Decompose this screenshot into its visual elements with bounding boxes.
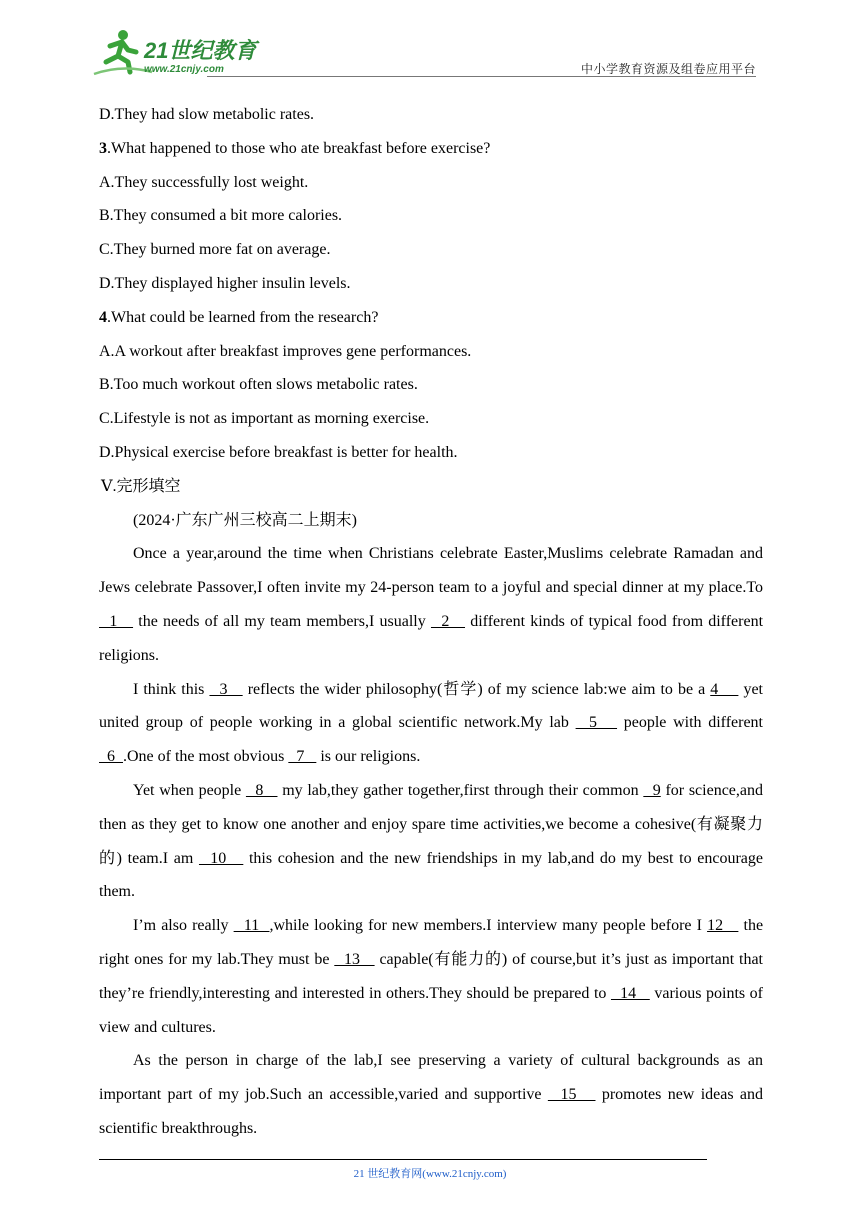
passage-text: for science,and then as they get to know one another and enjoy spare time activities,we become a cohesive(有凝聚力的) team.I am	[99, 781, 764, 867]
passage-text: .One of the most obvious	[123, 748, 289, 766]
blank-7: 7	[288, 748, 317, 766]
passage-text: various points of view and cultures.	[99, 984, 764, 1036]
runner-logo-icon	[92, 28, 262, 78]
q3-option-a: A.They successfully lost weight.	[99, 173, 309, 191]
passage-text: people with different	[617, 714, 763, 732]
blank-3: 3	[209, 680, 243, 698]
q3-option-d: D.They displayed higher insulin levels.	[99, 274, 351, 292]
footer-link[interactable]: 21 世纪教育网(www.21cnjy.com)	[353, 1168, 507, 1180]
passage-paragraph-4	[99, 909, 763, 1044]
logo-21cnjy	[92, 28, 262, 78]
passage-text: capable(有能力的) of course,but it’s just as important that they’re friendly,interesting and interested in others.They should be prepared to	[99, 950, 763, 1002]
passage-text: the needs of all my team members,I usually	[133, 612, 431, 630]
passage-text: Yet when people	[133, 781, 246, 799]
passage-paragraph-2	[99, 673, 763, 774]
blank-2: 2	[430, 612, 466, 630]
blank-1: 1	[99, 612, 134, 630]
svg-text:www.21cnjy.com: www.21cnjy.com	[144, 64, 224, 75]
blank-15: 15	[547, 1086, 596, 1104]
passage-paragraph-5	[99, 1044, 763, 1145]
q4-option-d: D.Physical exercise before breakfast is better for health.	[99, 443, 458, 461]
blank-8: 8	[245, 781, 278, 799]
blank-4: 4	[710, 680, 739, 698]
passage-paragraph-1	[99, 537, 763, 672]
blank-9: 9	[643, 781, 661, 799]
q4-stem	[99, 301, 763, 335]
blank-5: 5	[575, 714, 618, 732]
blank-6: 6	[99, 748, 123, 766]
q3-option-b: B.They consumed a bit more calories.	[99, 207, 343, 225]
q3-option-c: C.They burned more fat on average.	[99, 241, 331, 259]
passage-text: ,while looking for new members.I interview many people before I	[269, 917, 708, 935]
q4-stem-text: .What could be learned from the research?	[107, 308, 379, 326]
blank-11: 11	[233, 917, 270, 935]
blank-13: 13	[334, 950, 375, 968]
passage-text: yet united group of people working in a global scientific network.My lab	[99, 680, 763, 732]
passage-paragraph-3	[99, 774, 763, 909]
blank-10: 10	[198, 849, 244, 867]
passage-text: the right ones for my lab.They must be	[99, 917, 764, 968]
q4-option-b: B.Too much workout often slows metabolic rates.	[99, 376, 418, 394]
passage-text: Once a year,around the time when Christians celebrate Easter,Muslims celebrate Ramadan and Jews celebrate Passover,I often invite my 24-person team to a joyful and special dinner at my place.To	[99, 545, 763, 597]
passage-text: reflects the wider philosophy(哲学) of my science lab:we aim to be a	[242, 680, 711, 698]
q3-number: 3	[99, 139, 107, 157]
svg-text:21世纪教育: 21世纪教育	[144, 38, 257, 63]
q2-option-d: D.They had slow metabolic rates.	[99, 106, 315, 123]
q3-stem	[99, 132, 763, 166]
q3-stem-text: .What happened to those who ate breakfast before exercise?	[107, 139, 491, 157]
passage-text: my lab,they gather together,first through their common	[277, 781, 644, 799]
blank-12: 12	[707, 917, 739, 935]
blank-14: 14	[610, 984, 650, 1002]
passage-text: promotes new ideas and scientific breakthroughs.	[99, 1086, 763, 1137]
q4-number: 4	[99, 308, 107, 326]
section-source: (2024·广东广州三校高二上期末)	[133, 511, 357, 529]
page-header	[92, 28, 756, 80]
page-content	[99, 98, 763, 1146]
q4-option-c: C.Lifestyle is not as important as morning exercise.	[99, 410, 430, 428]
passage-text: is our religions.	[316, 748, 421, 766]
passage-text: I think this	[133, 680, 210, 698]
platform-name: 中小学教育资源及组卷应用平台	[580, 62, 756, 76]
passage-text: As the person in charge of the lab,I see preserving a variety of cultural backgrounds as an important part of my job.Such an accessible,varied and supportive	[99, 1052, 763, 1104]
passage-text: this cohesion and the new friendships in my lab,and do my best to encourage them.	[99, 849, 763, 901]
header-divider	[207, 76, 756, 77]
footer-divider	[99, 1159, 707, 1160]
passage-text: I’m also really	[133, 917, 234, 935]
section-title: Ⅴ.完形填空	[101, 477, 181, 495]
passage-text: different kinds of typical food from different religions.	[99, 612, 764, 664]
q4-option-a: A.A workout after breakfast improves gene performances.	[99, 342, 472, 360]
